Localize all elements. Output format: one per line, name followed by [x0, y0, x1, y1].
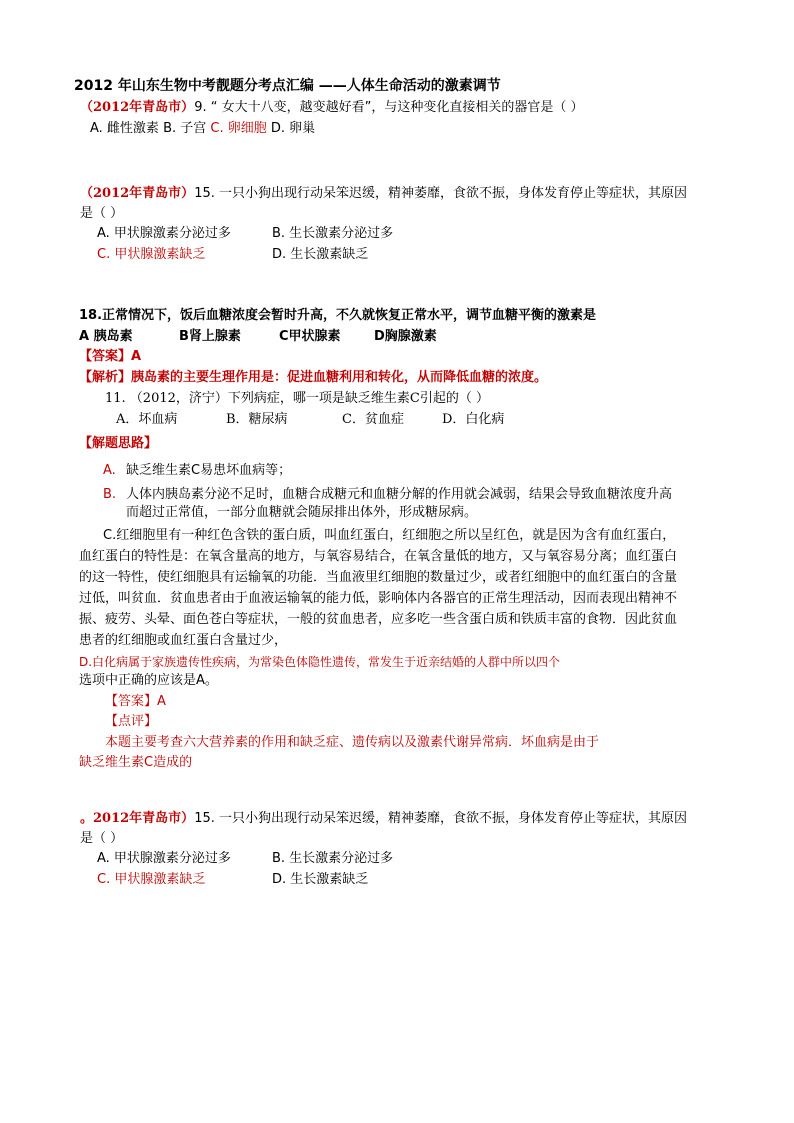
- reason-c-line: 振、疲劳、头晕、面色苍白等症状，一般的贫血患者，应多吃一些含蛋白质和铁质丰富的食物．因此贫血: [79, 612, 678, 627]
- option-c: C甲状腺素: [279, 329, 341, 344]
- option-c: C. 卵细胞: [210, 121, 267, 136]
- question-1-options: [90, 120, 315, 138]
- option-d: D胸腺激素: [374, 329, 437, 344]
- reason-a: 缺乏维生素C易患坏血病等；: [126, 463, 292, 478]
- question-text: 9. “ 女大十八变，越变越好看”，与这种变化直接相关的器官是（ ）: [194, 100, 584, 115]
- reason-c-line: 患者的红细胞或血红蛋白含量过少，: [79, 633, 288, 648]
- reason-b-line1: 人体内胰岛素分泌不足时，血糖合成糖元和血糖分解的作用就会减弱，结果会导致血糖浓度升高: [126, 487, 673, 502]
- option-b: B. 子宫: [163, 121, 207, 136]
- comment-label: 【点评】: [105, 714, 158, 729]
- option-a: A. 甲状腺激素分泌过多: [97, 851, 231, 866]
- option-a: A．坏血病: [116, 412, 178, 427]
- page-title: 2012 年山东生物中考靓题分考点汇编 ——人体生命活动的激素调节: [74, 78, 501, 94]
- analysis-label: 【解析】: [79, 370, 132, 385]
- option-d: D. 卵巢: [270, 121, 316, 136]
- question-5-stem: [80, 810, 687, 828]
- answer-label: 【答案】: [105, 694, 158, 709]
- reason-a-label: A.: [103, 463, 116, 478]
- question-1-stem: [80, 99, 583, 117]
- option-b: B肾上腺素: [179, 329, 241, 344]
- option-a: A 胰岛素: [79, 329, 133, 344]
- question-source: （2012年青岛市）: [80, 186, 195, 201]
- question-source: （2012年青岛市）: [80, 100, 195, 115]
- analysis-text: 胰岛素的主要生理作用是：促进血糖利用和转化，从而降低血糖的浓度。: [131, 370, 548, 385]
- question-text: 15. 一只小狗出现行动呆笨迟缓，精神萎靡，食欲不振，身体发育停止等症状，其原因: [194, 811, 687, 826]
- reason-d-line1: D.白化病属于家族遗传性疾病，为常染色体隐性遗传，常发生于近亲结婚的人群中所以四个: [79, 655, 561, 669]
- question-3-options: [79, 328, 437, 346]
- question-source: 。2012年青岛市）: [80, 811, 195, 826]
- analysis-line: [79, 369, 547, 387]
- question-2-stem: [80, 185, 687, 203]
- answer-value: A: [157, 694, 166, 709]
- option-b: B．糖尿病: [226, 412, 288, 427]
- reason-d-line2: 选项中正确的应该是A。: [79, 673, 218, 688]
- answer-label: 【答案】: [79, 349, 132, 364]
- question-4-options: [116, 411, 504, 429]
- question-5-stem-cont: 是（ ）: [80, 831, 124, 846]
- option-c: C．贫血症: [342, 412, 404, 427]
- comment-line1: 本题主要考查六大营养素的作用和缺乏症、遗传病以及激素代谢异常病．坏血病是由于: [105, 735, 600, 750]
- answer-line: [105, 693, 166, 711]
- reason-c-line: 血红蛋白的特性是：在氧含量高的地方，与氧容易结合，在氧含量低的地方，又与氧容易分离；血红蛋白: [79, 549, 678, 564]
- option-c: C. 甲状腺激素缺乏: [97, 247, 206, 262]
- question-text: 15. 一只小狗出现行动呆笨迟缓，精神萎靡，食欲不振，身体发育停止等症状，其原因: [194, 186, 687, 201]
- reason-c-line: 的这一特性，使红细胞具有运输氧的功能．当血液里红细胞的数量过少，或者红细胞中的血红蛋白的含量: [79, 570, 678, 585]
- answer-value: A: [131, 349, 142, 364]
- question-4-stem: 11. （2012，济宁）下列病症，哪一项是缺乏维生素C引起的（ ）: [105, 391, 489, 406]
- option-d: D．白化病: [442, 412, 505, 427]
- option-b: B. 生长激素分泌过多: [272, 226, 394, 241]
- question-3-stem: 18.正常情况下，饭后血糖浓度会暂时升高，不久就恢复正常水平，调节血糖平衡的激素是: [79, 308, 597, 323]
- reason-b-line2: 而超过正常值，一部分血糖就会随尿排出体外，形成糖尿病。: [126, 505, 478, 520]
- option-c: C. 甲状腺激素缺乏: [97, 872, 206, 887]
- reason-c-line: 过低，叫贫血．贫血患者由于血液运输氧的能力低，影响体内各器官的正常生理活动，因而表现出精神不: [79, 591, 678, 606]
- question-2-stem-cont: 是（ ）: [80, 206, 124, 221]
- option-d: D. 生长激素缺乏: [272, 872, 369, 887]
- option-a: A. 甲状腺激素分泌过多: [97, 226, 231, 241]
- comment-line2: 缺乏维生素C造成的: [79, 755, 193, 770]
- option-b: B. 生长激素分泌过多: [272, 851, 394, 866]
- reason-b-label: B.: [103, 487, 117, 502]
- option-d: D. 生长激素缺乏: [272, 247, 369, 262]
- reason-c-line: C.红细胞里有一种红色含铁的蛋白质，叫血红蛋白，红细胞之所以呈红色，就是因为含有血红蛋白，: [103, 528, 676, 543]
- option-a: A. 雌性激素: [90, 121, 159, 136]
- answer-line: [79, 348, 141, 366]
- thinking-label: 【解题思路】: [79, 436, 158, 451]
